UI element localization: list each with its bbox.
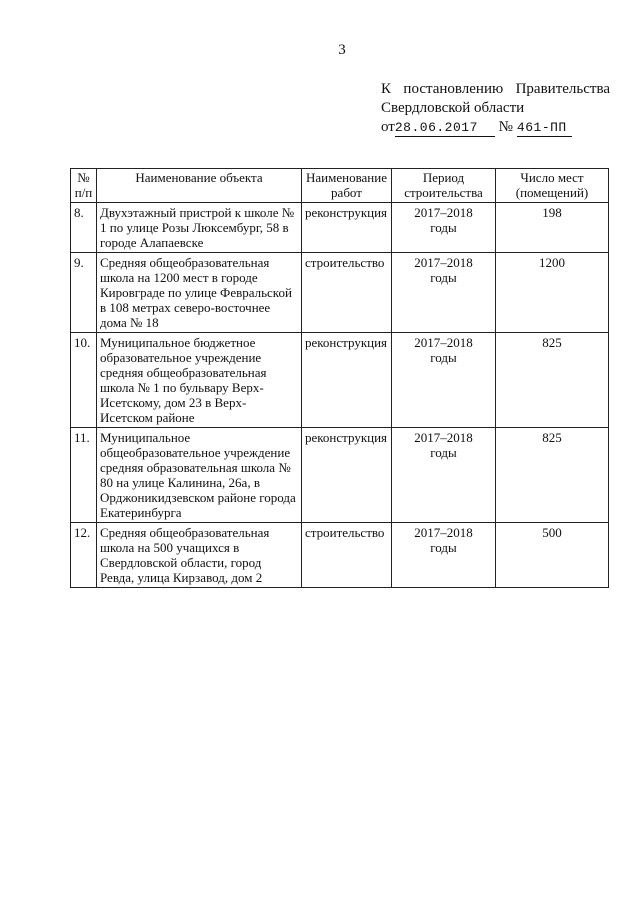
column-header-object-name: Наименование объекта [97, 169, 302, 203]
number-field [517, 119, 572, 137]
header-region-line: Свердловской области [381, 100, 525, 116]
row-seats: 825 [496, 428, 609, 523]
column-header-seats: Число мест (помещений) [496, 169, 609, 203]
row-seats: 825 [496, 333, 609, 428]
row-period-unit: годы [430, 445, 457, 460]
number-value: 461-ПП [516, 120, 567, 135]
row-period [392, 253, 496, 333]
row-number: 9. [71, 253, 97, 333]
row-period [392, 428, 496, 523]
header-title-line: К постановлению Правительства [381, 81, 610, 97]
row-number: 10. [71, 333, 97, 428]
date-value: 28.06.2017 [394, 120, 478, 135]
row-object-name: Средняя общеобразовательная школа на 1200 мест в городе Кировграде по улице Февральской в 108 метрах северо-восточнее дома № 18 [97, 253, 302, 333]
table-row [71, 203, 609, 253]
row-seats: 1200 [496, 253, 609, 333]
table-row [71, 428, 609, 523]
row-period [392, 523, 496, 588]
document-header [381, 80, 610, 137]
column-header-work-type: Наименование работ [302, 169, 392, 203]
objects-table [70, 168, 609, 588]
row-work-type: реконструкция [302, 333, 392, 428]
row-period-years: 2017–2018 [414, 205, 473, 220]
table-row [71, 333, 609, 428]
table-header-row [71, 169, 609, 203]
header-date-number-line [381, 118, 610, 137]
row-period-years: 2017–2018 [414, 335, 473, 350]
row-period [392, 203, 496, 253]
row-work-type: строительство [302, 253, 392, 333]
row-work-type: реконструкция [302, 203, 392, 253]
column-header-number: № п/п [71, 169, 97, 203]
column-header-period: Период строительства [392, 169, 496, 203]
row-period-unit: годы [430, 540, 457, 555]
row-period-years: 2017–2018 [414, 525, 473, 540]
row-period-years: 2017–2018 [414, 430, 473, 445]
date-prefix: от [381, 119, 395, 135]
row-period-unit: годы [430, 270, 457, 285]
row-object-name: Муниципальное бюджетное образовательное учреждение средняя общеобразовательная школа № 1 по бульвару Верх-Исетскому, дом 23 в Верх-Исетском районе [97, 333, 302, 428]
table-row [71, 523, 609, 588]
number-prefix: № [498, 119, 513, 135]
row-seats: 198 [496, 203, 609, 253]
page-number: 3 [338, 42, 346, 58]
row-number: 11. [71, 428, 97, 523]
row-seats: 500 [496, 523, 609, 588]
table-row [71, 253, 609, 333]
row-period [392, 333, 496, 428]
row-period-years: 2017–2018 [414, 255, 473, 270]
row-period-unit: годы [430, 220, 457, 235]
row-number: 8. [71, 203, 97, 253]
row-work-type: реконструкция [302, 428, 392, 523]
row-object-name: Муниципальное общеобразовательное учреждение средняя образовательная школа № 80 на улице Калинина, 26а, в Орджоникидзевском районе города Екатеринбурга [97, 428, 302, 523]
row-period-unit: годы [430, 350, 457, 365]
row-work-type: строительство [302, 523, 392, 588]
date-field [395, 119, 495, 137]
row-object-name: Средняя общеобразовательная школа на 500 учащихся в Свердловской области, город Ревда, улица Кирзавод, дом 2 [97, 523, 302, 588]
row-number: 12. [71, 523, 97, 588]
row-object-name: Двухэтажный пристрой к школе № 1 по улице Розы Люксембург, 58 в городе Алапаевске [97, 203, 302, 253]
